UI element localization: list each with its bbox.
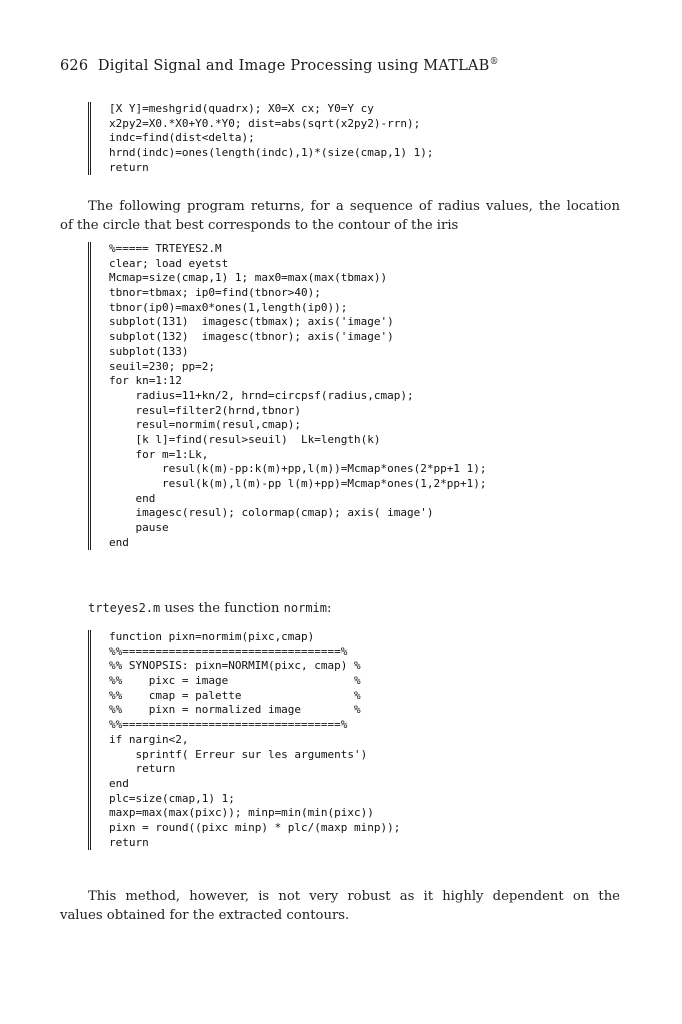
paragraph-normim: [88, 599, 648, 619]
code-line: resul=normim(resul,cmap);: [109, 418, 302, 432]
code-line: hrnd(indc)=ones(length(indc),1)*(size(cmap,1) 1);: [109, 146, 434, 160]
code-line: return: [109, 160, 149, 174]
code-line: pixn = round((pixc minp) * plc/(maxp minp));: [109, 820, 401, 834]
code-block-normim: [88, 630, 400, 850]
code-block-trteyes2: [88, 242, 487, 550]
code-line: for m=1:Lk,: [109, 447, 209, 461]
paragraph-conclusion: [60, 888, 620, 925]
function-name-normim: normim: [283, 601, 328, 615]
code-line: tbnor(ip0)=max0*ones(1,length(ip0));: [109, 300, 348, 314]
code-line: subplot(132) imagesc(tbnor); axis('image'): [109, 330, 394, 344]
code-line: [k l]=find(resul>seuil) Lk=length(k): [109, 432, 381, 446]
code-line: radius=11+kn/2, hrnd=circpsf(radius,cmap);: [109, 388, 414, 402]
code-line: for kn=1:12: [109, 374, 182, 388]
code-line: plc=size(cmap,1) 1;: [109, 791, 235, 805]
paragraph-text: :: [327, 601, 332, 616]
registered-mark: ®: [489, 57, 499, 67]
code-line: return: [109, 835, 149, 849]
code-line: tbnor=tbmax; ip0=find(tbnor>40);: [109, 286, 321, 300]
code-line: %%=================================%: [109, 718, 348, 732]
code-line: %% cmap = palette %: [109, 688, 361, 702]
code-line: imagesc(resul); colormap(cmap); axis( image'): [109, 506, 434, 520]
code-line: maxp=max(max(pixc)); minp=min(min(pixc)): [109, 806, 374, 820]
code-line: end: [109, 491, 156, 505]
book-title: Digital Signal and Image Processing using MATLAB: [97, 57, 490, 74]
code-line: end: [109, 535, 129, 549]
paragraph-line: This method, however, is not very robust as it highly dependent on the: [88, 889, 620, 904]
code-line: resul=filter2(hrnd,tbnor): [109, 403, 302, 417]
paragraph-text: uses the function: [160, 601, 284, 616]
code-block-meshgrid: [88, 102, 434, 175]
code-line: indc=find(dist<delta);: [109, 131, 255, 145]
code-line: Mcmap=size(cmap,1) 1; max0=max(max(tbmax)): [109, 271, 388, 285]
code-line: pause: [109, 521, 169, 535]
code-line: end: [109, 776, 129, 790]
code-line: resul(k(m),l(m)-pp l(m)+pp)=Mcmap*ones(1,2*pp+1);: [109, 477, 487, 490]
code-line: function pixn=normim(pixc,cmap): [109, 630, 315, 643]
code-line: resul(k(m)-pp:k(m)+pp,l(m))=Mcmap*ones(2*pp+1 1);: [109, 462, 487, 476]
code-line: %%=================================%: [109, 644, 348, 658]
code-line: x2py2=X0.*X0+Y0.*Y0; dist=abs(sqrt(x2py2)-rrn);: [109, 116, 421, 130]
paragraph-line: The following program returns, for a sequence of radius values, the location: [88, 199, 620, 214]
code-line: subplot(133): [109, 344, 189, 358]
code-line: [X Y]=meshgrid(quadrx); X0=X cx; Y0=Y cy: [109, 102, 374, 115]
page-header: [60, 57, 499, 74]
code-line: return: [109, 762, 176, 776]
paragraph-intro: [60, 198, 620, 235]
code-line: %===== TRTEYES2.M: [109, 242, 222, 255]
code-line: if nargin<2,: [109, 732, 189, 746]
code-line: %% pixc = image %: [109, 674, 361, 688]
code-line: clear; load eyetst: [109, 256, 229, 270]
code-line: %% SYNOPSIS: pixn=NORMIM(pixc, cmap) %: [109, 659, 361, 673]
filename-trteyes2: trteyes2.m: [88, 601, 161, 615]
paragraph-line: of the circle that best corresponds to the contour of the iris: [60, 217, 459, 233]
page-number: 626: [60, 57, 89, 74]
code-line: seuil=230; pp=2;: [109, 359, 215, 373]
code-line: %% pixn = normalized image %: [109, 703, 361, 717]
paragraph-line: values obtained for the extracted contours.: [60, 907, 350, 923]
code-line: subplot(131) imagesc(tbmax); axis('image'): [109, 315, 394, 329]
code-line: sprintf( Erreur sur les arguments'): [109, 747, 368, 761]
